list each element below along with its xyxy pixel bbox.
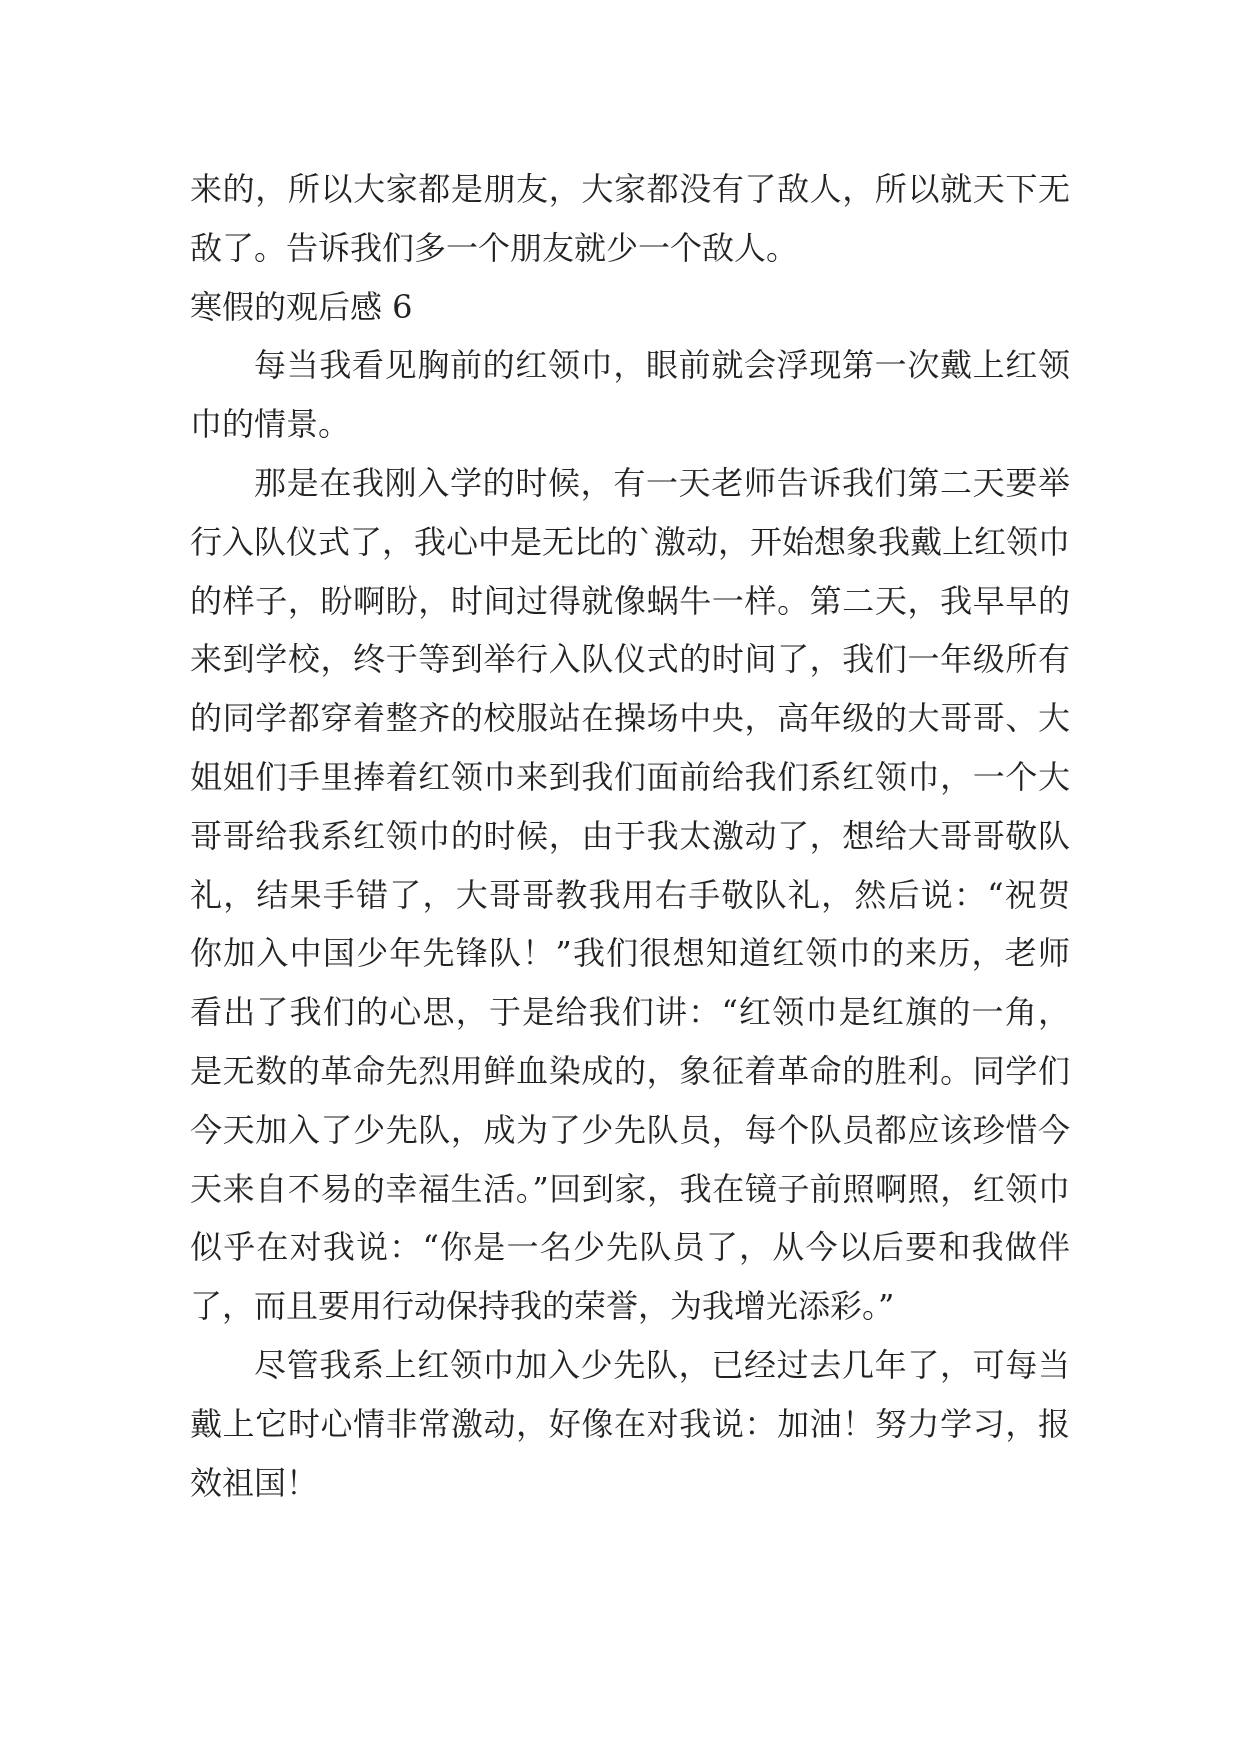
paragraph-3: 尽管我系上红领巾加入少先队，已经过去几年了，可每当戴上它时心情非常激动，好像在对我说：加油！努力学习，报效祖国！ (190, 1345, 1070, 1502)
continuation-paragraph: 来的，所以大家都是朋友，大家都没有了敌人，所以就天下无敌了。告诉我们多一个朋友就少一个敌人。 (190, 170, 1070, 267)
document-body (190, 160, 1070, 1512)
paragraph-2: 那是在我刚入学的时候，有一天老师告诉我们第二天要举行入队仪式了，我心中是无比的`激动，开始想象我戴上红领巾的样子，盼啊盼，时间过得就像蜗牛一样。第二天，我早早的来到学校，终于等到举行入队仪式的时间了，我们一年级所有的同学都穿着整齐的校服站在操场中央，高年级的大哥哥、大姐姐们手里捧着红领巾来到我们面前给我们系红领巾，一个大哥哥给我系红领巾的时候，由于我太激动了，想给大哥哥敬队礼，结果手错了，大哥哥教我用右手敬队礼，然后说：“祝贺你加入中国少年先锋队！”我们很想知道红领巾的来历，老师看出了我们的心思，于是给我们讲：“红领巾是红旗的一角，是无数的革命先烈用鲜血染成的，象征着革命的胜利。同学们今天加入了少先队，成为了少先队员，每个队员都应该珍惜今天来自不易的幸福生活。”回到家，我在镜子前照啊照，红领巾似乎在对我说：“你是一名少先队员了，从今以后要和我做伴了，而且要用行动保持我的荣誉，为我增光添彩。” (190, 463, 1071, 1326)
section-title: 寒假的观后感 6 (190, 287, 413, 326)
paragraph-1: 每当我看见胸前的红领巾，眼前就会浮现第一次戴上红领巾的情景。 (190, 346, 1070, 444)
